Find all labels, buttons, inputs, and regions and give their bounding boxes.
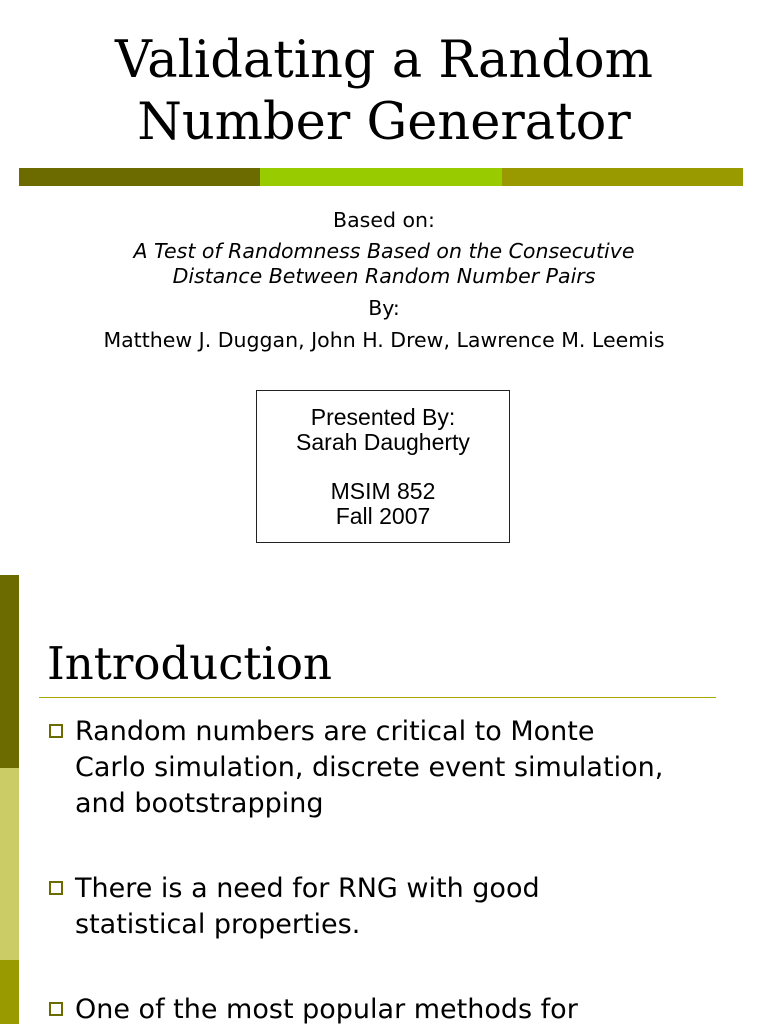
paper-title-line2: Distance Between Random Number Pairs (172, 264, 596, 288)
bullet-list (47, 714, 737, 1024)
bullet-line: Random numbers are critical to Monte (75, 716, 595, 747)
slide1-title-line2: Number Generator (137, 93, 631, 152)
square-bullet-icon (49, 724, 63, 738)
bullet-line: There is a need for RNG with good (75, 873, 540, 904)
bullet-item (47, 992, 737, 1024)
accent-bar-olive-segment (502, 168, 743, 186)
slide1-subtitle (0, 206, 768, 355)
presented-by-label: Presented By: (310, 404, 456, 430)
slide1-title-line1: Validating a Random (115, 31, 653, 90)
slide2-title-rule (39, 697, 716, 698)
title-accent-bar (19, 168, 743, 186)
based-on-label: Based on: (333, 208, 435, 232)
bullet-item (47, 714, 737, 822)
presenter-name: Sarah Daugherty (296, 429, 470, 455)
course-code: MSIM 852 (330, 478, 436, 504)
slide2-side-accent-bar (0, 575, 19, 1024)
accent-bar-dark-segment (19, 168, 260, 186)
slide1-title (0, 30, 768, 154)
side-bar-olive-segment (0, 960, 19, 1024)
presenter-box (256, 390, 510, 543)
bullet-line: One of the most popular methods for (75, 994, 578, 1024)
paper-title-line1: A Test of Randomness Based on the Consecutive (133, 239, 635, 263)
term: Fall 2007 (335, 503, 431, 529)
bullet-line: and bootstrapping (75, 788, 324, 819)
by-label: By: (368, 296, 400, 320)
side-bar-pale-segment (0, 768, 19, 960)
authors: Matthew J. Duggan, John H. Drew, Lawrence M. Leemis (103, 328, 665, 352)
accent-bar-lime-segment (260, 168, 501, 186)
square-bullet-icon (49, 881, 63, 895)
square-bullet-icon (49, 1002, 63, 1016)
bullet-line: statistical properties. (75, 909, 361, 940)
bullet-item (47, 871, 737, 943)
paper-title (0, 239, 768, 289)
bullet-line: Carlo simulation, discrete event simulation, (75, 752, 664, 783)
slide2-title: Introduction (47, 637, 332, 690)
side-bar-dark-segment (0, 575, 19, 768)
